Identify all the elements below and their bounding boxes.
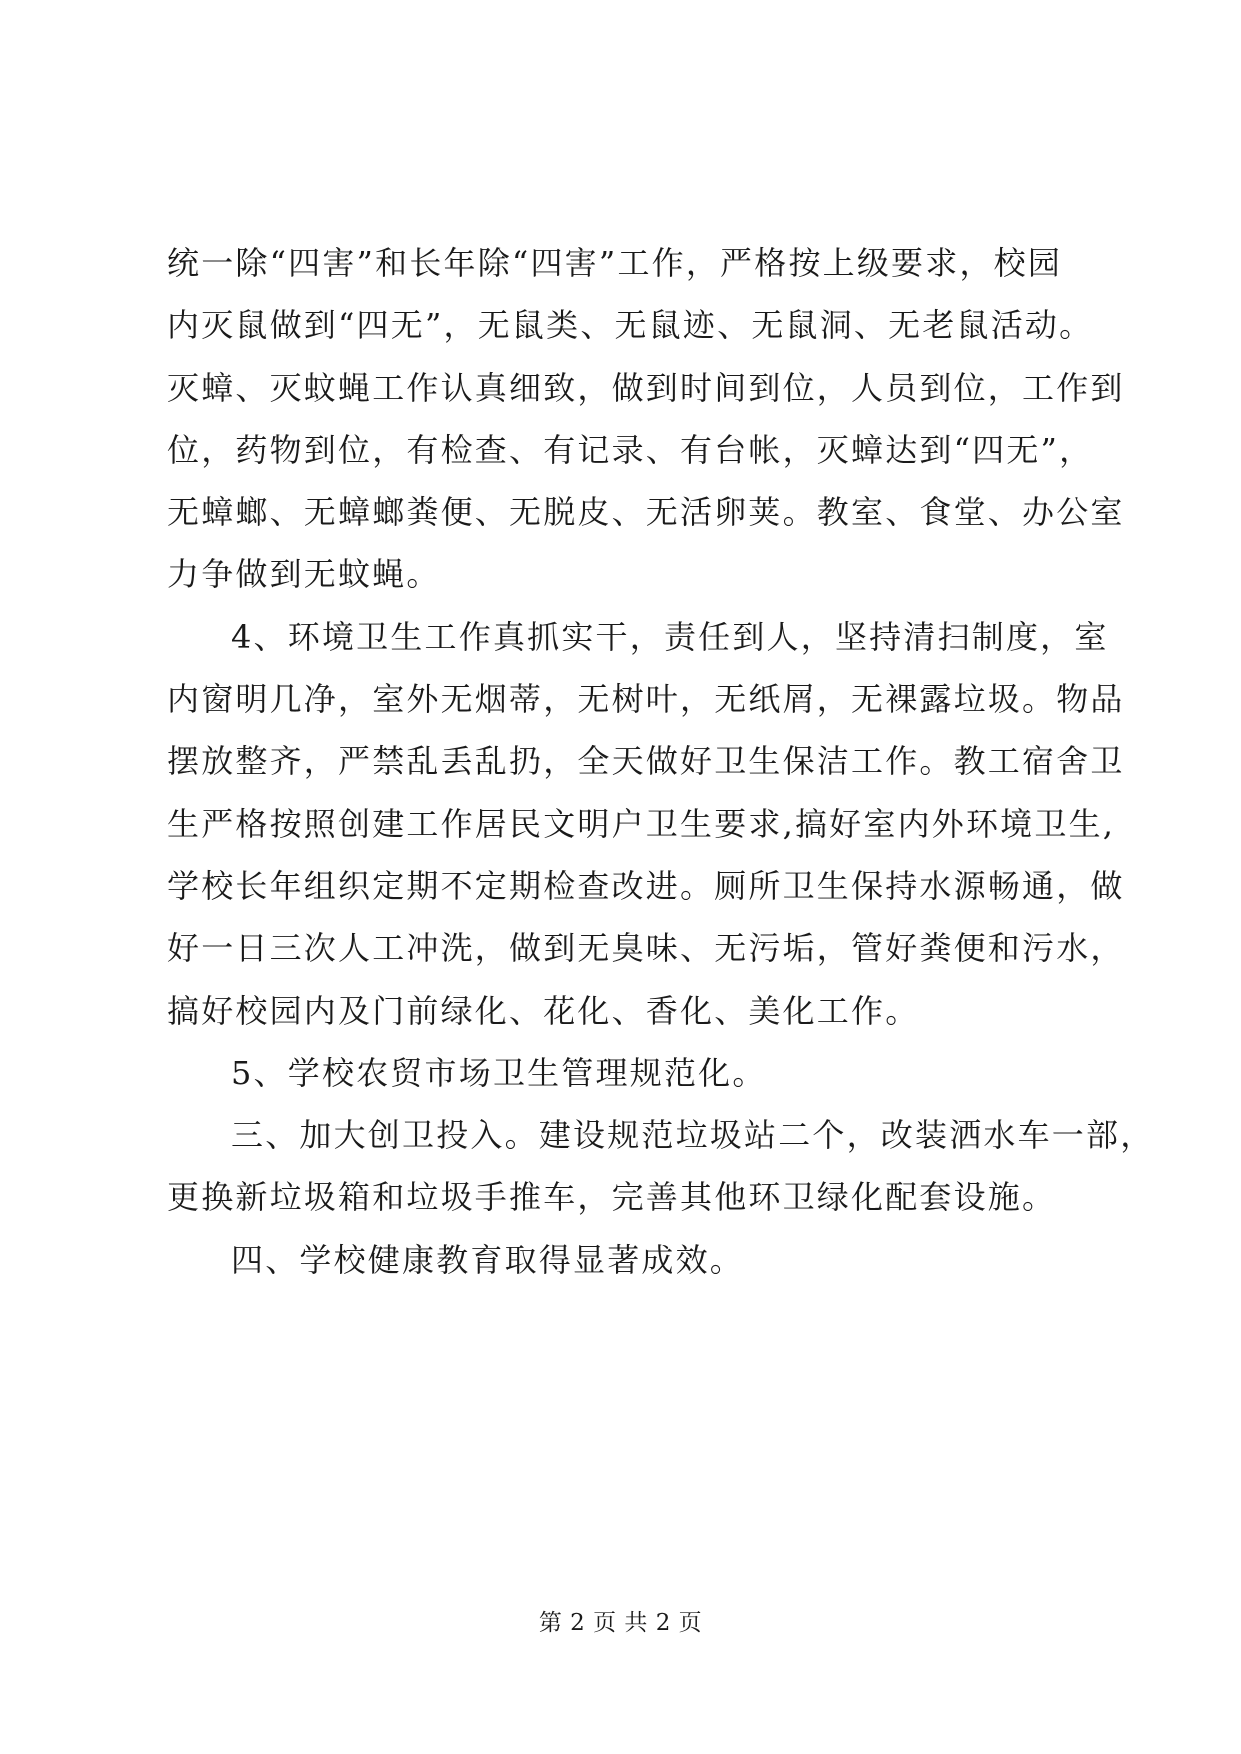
text-line: 内窗明几净，室外无烟蒂，无树叶，无纸屑，无裸露垃圾。物品 xyxy=(167,680,1125,719)
text-line: 摆放整齐，严禁乱丢乱扔，全天做好卫生保洁工作。教工宿舍卫 xyxy=(167,742,1125,781)
paragraph-start-line: 4、环境卫生工作真抓实干，责任到人，坚持清扫制度，室 xyxy=(231,617,1109,656)
text-line: 灭蟑、灭蚊蝇工作认真细致，做到时间到位，人员到位，工作到 xyxy=(167,368,1125,407)
text-line: 内灭鼠做到“四无”，无鼠类、无鼠迹、无鼠洞、无老鼠活动。 xyxy=(167,306,1094,345)
text-line: 位，药物到位，有检查、有记录、有台帐，灭蟑达到“四无”， xyxy=(167,430,1094,469)
text-line: 好一日三次人工冲洗，做到无臭味、无污垢，管好粪便和污水， xyxy=(167,929,1125,968)
text-line: 更换新垃圾箱和垃圾手推车，完善其他环卫绿化配套设施。 xyxy=(167,1178,1057,1217)
paragraph-start-line: 三、加大创卫投入。建设规范垃圾站二个，改装洒水车一部， xyxy=(231,1116,1155,1155)
paragraph-start-line: 5、学校农贸市场卫生管理规范化。 xyxy=(231,1053,767,1092)
text-line: 搞好校园内及门前绿化、花化、香化、美化工作。 xyxy=(167,991,920,1030)
text-line: 无蟑螂、无蟑螂粪便、无脱皮、无活卵荚。教室、食堂、办公室 xyxy=(167,493,1125,532)
text-line: 生严格按照创建工作居民文明户卫生要求,搞好室内外环境卫生, xyxy=(167,804,1116,843)
text-line: 统一除“四害”和长年除“四害”工作，严格按上级要求，校园 xyxy=(167,244,1063,282)
text-line: 力争做到无蚊蝇。 xyxy=(167,555,441,594)
document-body xyxy=(167,232,1155,1291)
page-number-footer: 第 2 页 共 2 页 xyxy=(538,1610,703,1636)
paragraph-start-line: 四、学校健康教育取得显著成效。 xyxy=(231,1240,745,1279)
text-line: 学校长年组织定期不定期检查改进。厕所卫生保持水源畅通，做 xyxy=(167,866,1125,905)
